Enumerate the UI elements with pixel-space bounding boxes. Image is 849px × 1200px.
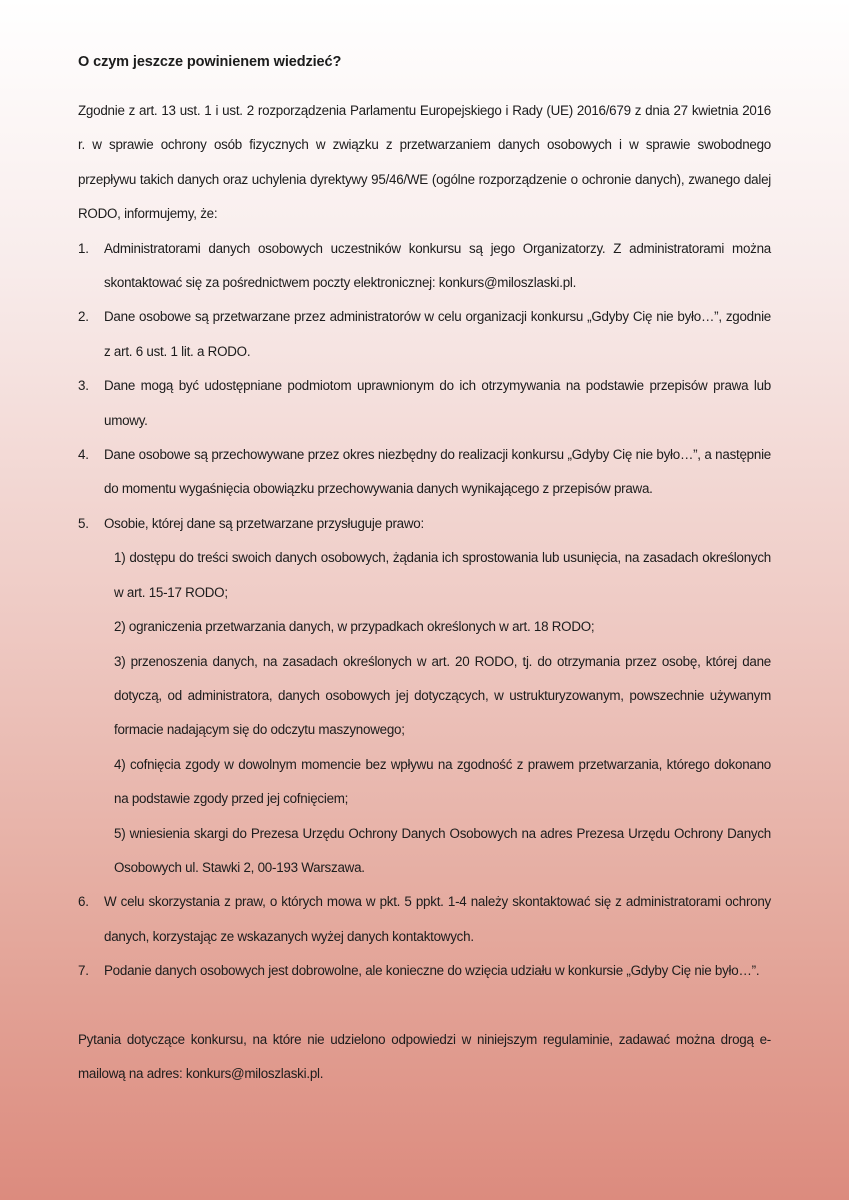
list-number: 1. (78, 240, 89, 256)
list-item (78, 300, 771, 369)
list-number: 3. (78, 378, 89, 394)
list-item (78, 232, 771, 301)
list-number: 6. (78, 894, 89, 910)
list-item (78, 369, 771, 438)
footer-paragraph: Pytania dotyczące konkursu, na które nie udzielono odpowiedzi w niniejszym regulaminie, zadawać można drogą e-mailową na adres: konkurs@miloszlaski.pl. (78, 1031, 771, 1082)
list-number: 4. (78, 447, 89, 463)
list-item-text: Dane osobowe są przechowywane przez okres niezbędny do realizacji konkursu „Gdyby Cię nie było…”, a następnie do momentu wygaśnięcia obowiązku przechowywania danych wynikającego z przepisów prawa. (104, 447, 771, 497)
list-item-text: Dane osobowe są przetwarzane przez administratorów w celu organizacji konkursu „Gdyby Cię nie było…”, zgodnie z art. 6 ust. 1 lit. a RODO. (104, 309, 771, 359)
rights-item: 3) przenoszenia danych, na zasadach określonych w art. 20 RODO, tj. do otrzymania przez osobę, której dane dotyczą, od administratora, danych osobowych jej dotyczących, w ustrukturyzowanym, powszechnie używanym formacie nadającym się do odczytu maszynowego; (114, 653, 771, 738)
list-item-text: Dane mogą być udostępniane podmiotom uprawnionym do ich otrzymywania na podstawie przepisów prawa lub umowy. (104, 378, 771, 428)
list-number: 5. (78, 515, 89, 531)
list-number: 7. (78, 963, 89, 979)
rights-item: 5) wniesienia skargi do Prezesa Urzędu Ochrony Danych Osobowych na adres Prezesa Urzędu Ochrony Danych Osobowych ul. Stawki 2, 00-193 Warszawa. (114, 825, 771, 875)
list-item-text: Osobie, której dane są przetwarzane przysługuje prawo: (104, 515, 424, 531)
list-item (78, 954, 771, 988)
list-item-text: Podanie danych osobowych jest dobrowolne, ale konieczne do wzięcia udziału w konkursie „Gdyby Cię nie było…”. (104, 963, 760, 979)
rights-item: 1) dostępu do treści swoich danych osobowych, żądania ich sprostowania lub usunięcia, na zasadach określonych w art. 15-17 RODO; (114, 550, 771, 600)
rights-sublist (104, 541, 771, 885)
intro-paragraph: Zgodnie z art. 13 ust. 1 i ust. 2 rozporządzenia Parlamentu Europejskiego i Rady (UE) 2016/679 z dnia 27 kwietnia 2016 r. w sprawie ochrony osób fizycznych w związku z przetwarzaniem danych osobowych i w sprawie swobodnego przepływu takich danych oraz uchylenia dyrektywy 95/46/WE (ogólne rozporządzenie o ochronie danych), zwanego dalej RODO, informujemy, że: (78, 103, 771, 222)
rodo-list (78, 232, 771, 989)
list-item (78, 507, 771, 885)
rights-item: 4) cofnięcia zgody w dowolnym momencie bez wpływu na zgodność z prawem przetwarzania, którego dokonano na podstawie zgody przed jej cofnięciem; (114, 756, 771, 807)
list-item-text: Administratorami danych osobowych uczestników konkursu są jego Organizatorzy. Z administratorami można skontaktować się za pośrednictwem poczty elektronicznej: konkurs@miloszlaski.pl. (104, 240, 771, 291)
rights-item: 2) ograniczenia przetwarzania danych, w przypadkach określonych w art. 18 RODO; (114, 619, 595, 635)
page-heading: O czym jeszcze powinienem wiedzieć? (78, 54, 342, 70)
list-number: 2. (78, 309, 89, 325)
list-item (78, 438, 771, 507)
list-item-text: W celu skorzystania z praw, o których mowa w pkt. 5 ppkt. 1-4 należy skontaktować się z administratorami ochrony danych, korzystając ze wskazanych wyżej danych kontaktowych. (104, 894, 771, 944)
list-item (78, 885, 771, 954)
